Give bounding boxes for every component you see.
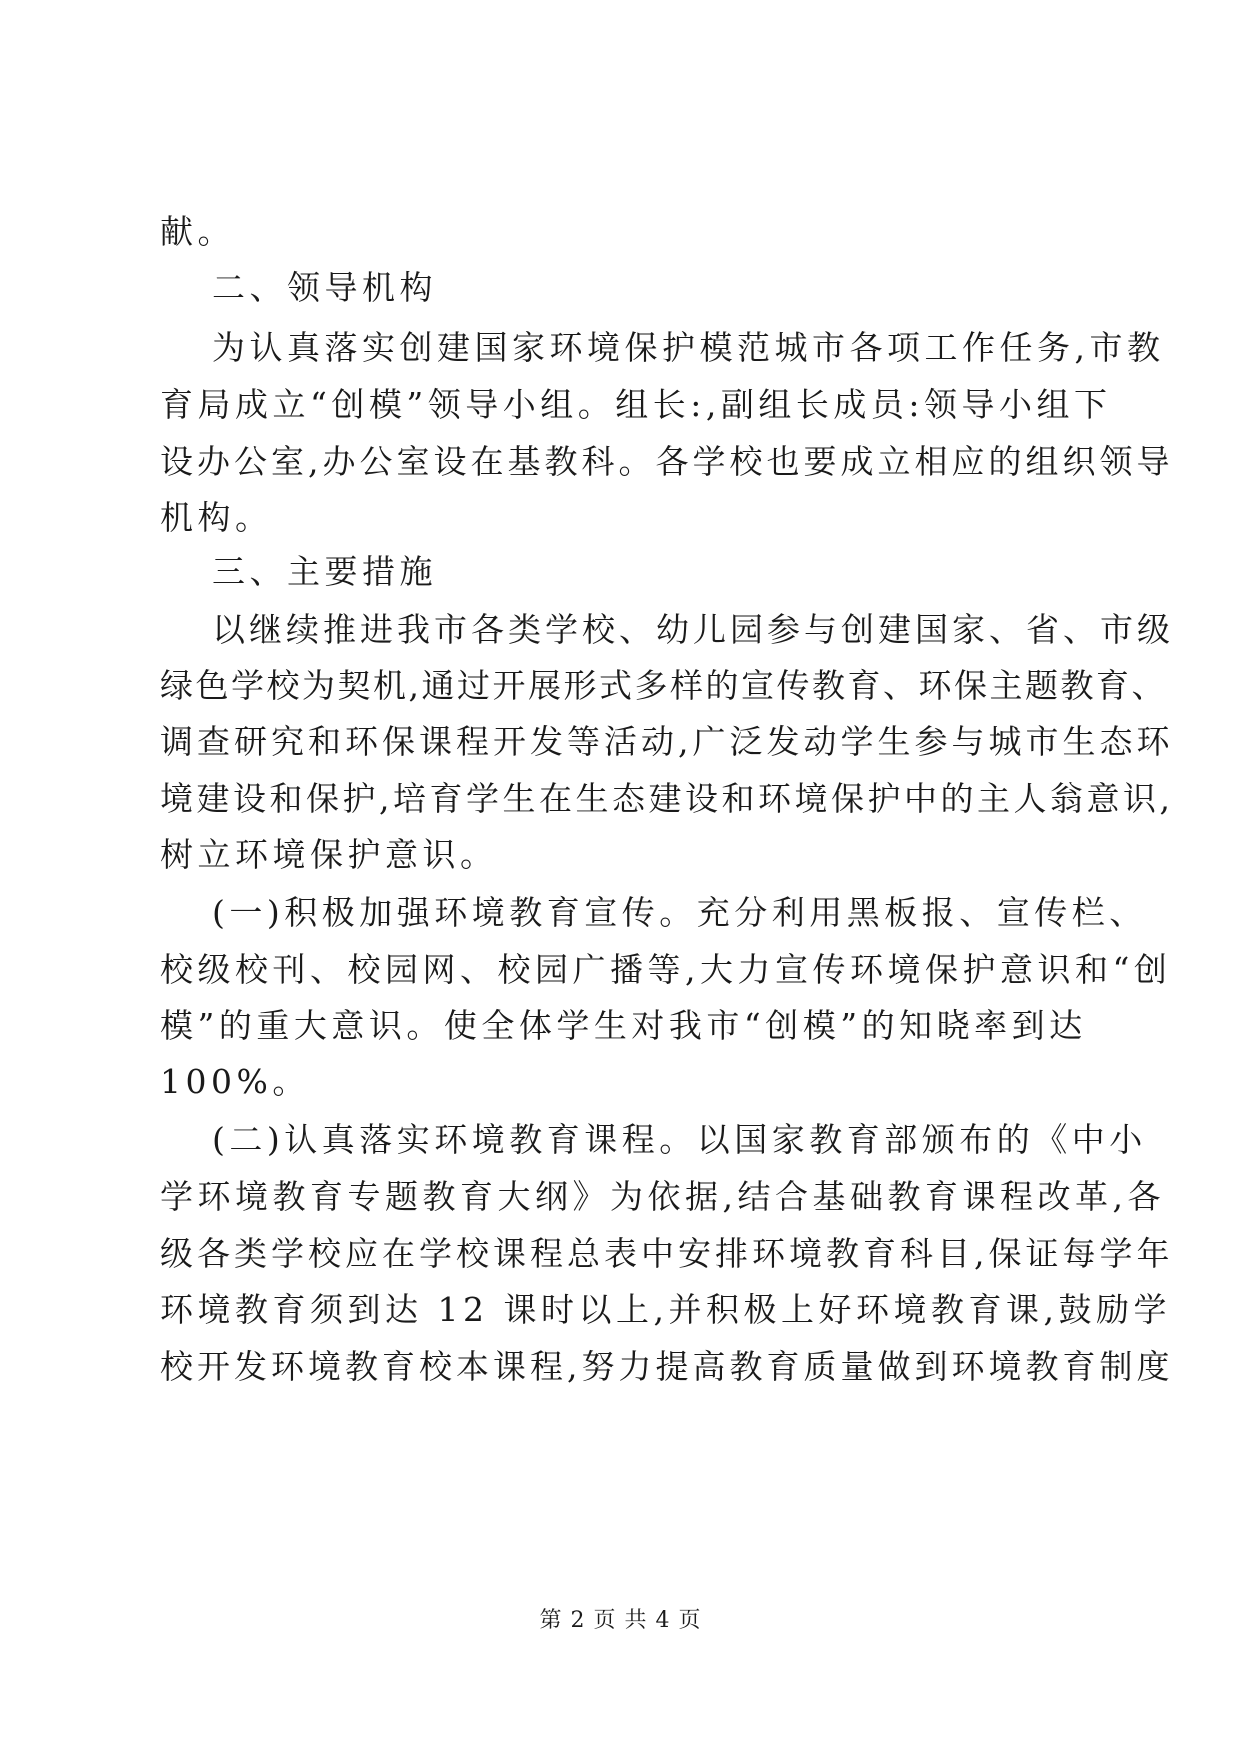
text-line: 为认真落实创建国家环境保护模范城市各项工作任务,市教 [212, 328, 1165, 367]
text-line: 调查研究和环保课程开发等活动,广泛发动学生参与城市生态环 [160, 722, 1174, 761]
text-line: 设办公室,办公室设在基教科。各学校也要成立相应的组织领导 [160, 442, 1174, 481]
text-line: 级各类学校应在学校课程总表中安排环境教育科目,保证每学年 [160, 1234, 1174, 1273]
text-line: 绿色学校为契机,通过开展形式多样的宣传教育、环保主题教育、 [160, 666, 1167, 705]
text-line: (二)认真落实环境教育课程。以国家教育部颁布的《中小 [212, 1120, 1147, 1159]
text-line: 环境教育须到达 12 课时以上,并积极上好环境教育课,鼓励学 [160, 1290, 1171, 1329]
text-line: 树立环境保护意识。 [160, 835, 498, 874]
text-line: 100%。 [160, 1062, 310, 1101]
text-line: (一)积极加强环境教育宣传。充分利用黑板报、宣传栏、 [212, 893, 1147, 932]
text-line: 学环境教育专题教育大纲》为依据,结合基础教育课程改革,各 [160, 1177, 1165, 1216]
text-line: 境建设和保护,培育学生在生态建设和环境保护中的主人翁意识, [160, 779, 1174, 818]
text-line: 以继续推进我市各类学校、幼儿园参与创建国家、省、市级 [212, 610, 1174, 649]
section-heading: 三、主要措施 [212, 552, 437, 591]
page-number-footer: 第 2 页 共 4 页 [539, 1608, 702, 1633]
text-line: 模”的重大意识。使全体学生对我市“创模”的知晓率到达 [160, 1006, 1087, 1045]
text-line: 校开发环境教育校本课程,努力提高教育质量做到环境教育制度 [160, 1347, 1174, 1386]
text-line: 机构。 [160, 498, 273, 537]
section-heading: 二、领导机构 [212, 268, 437, 307]
text-line: 献。 [160, 212, 235, 251]
text-line: 育局成立“创模”领导小组。组长:,副组长成员:领导小组下 [160, 385, 1112, 424]
text-line: 校级校刊、校园网、校园广播等,大力宣传环境保护意识和“创 [160, 950, 1172, 989]
